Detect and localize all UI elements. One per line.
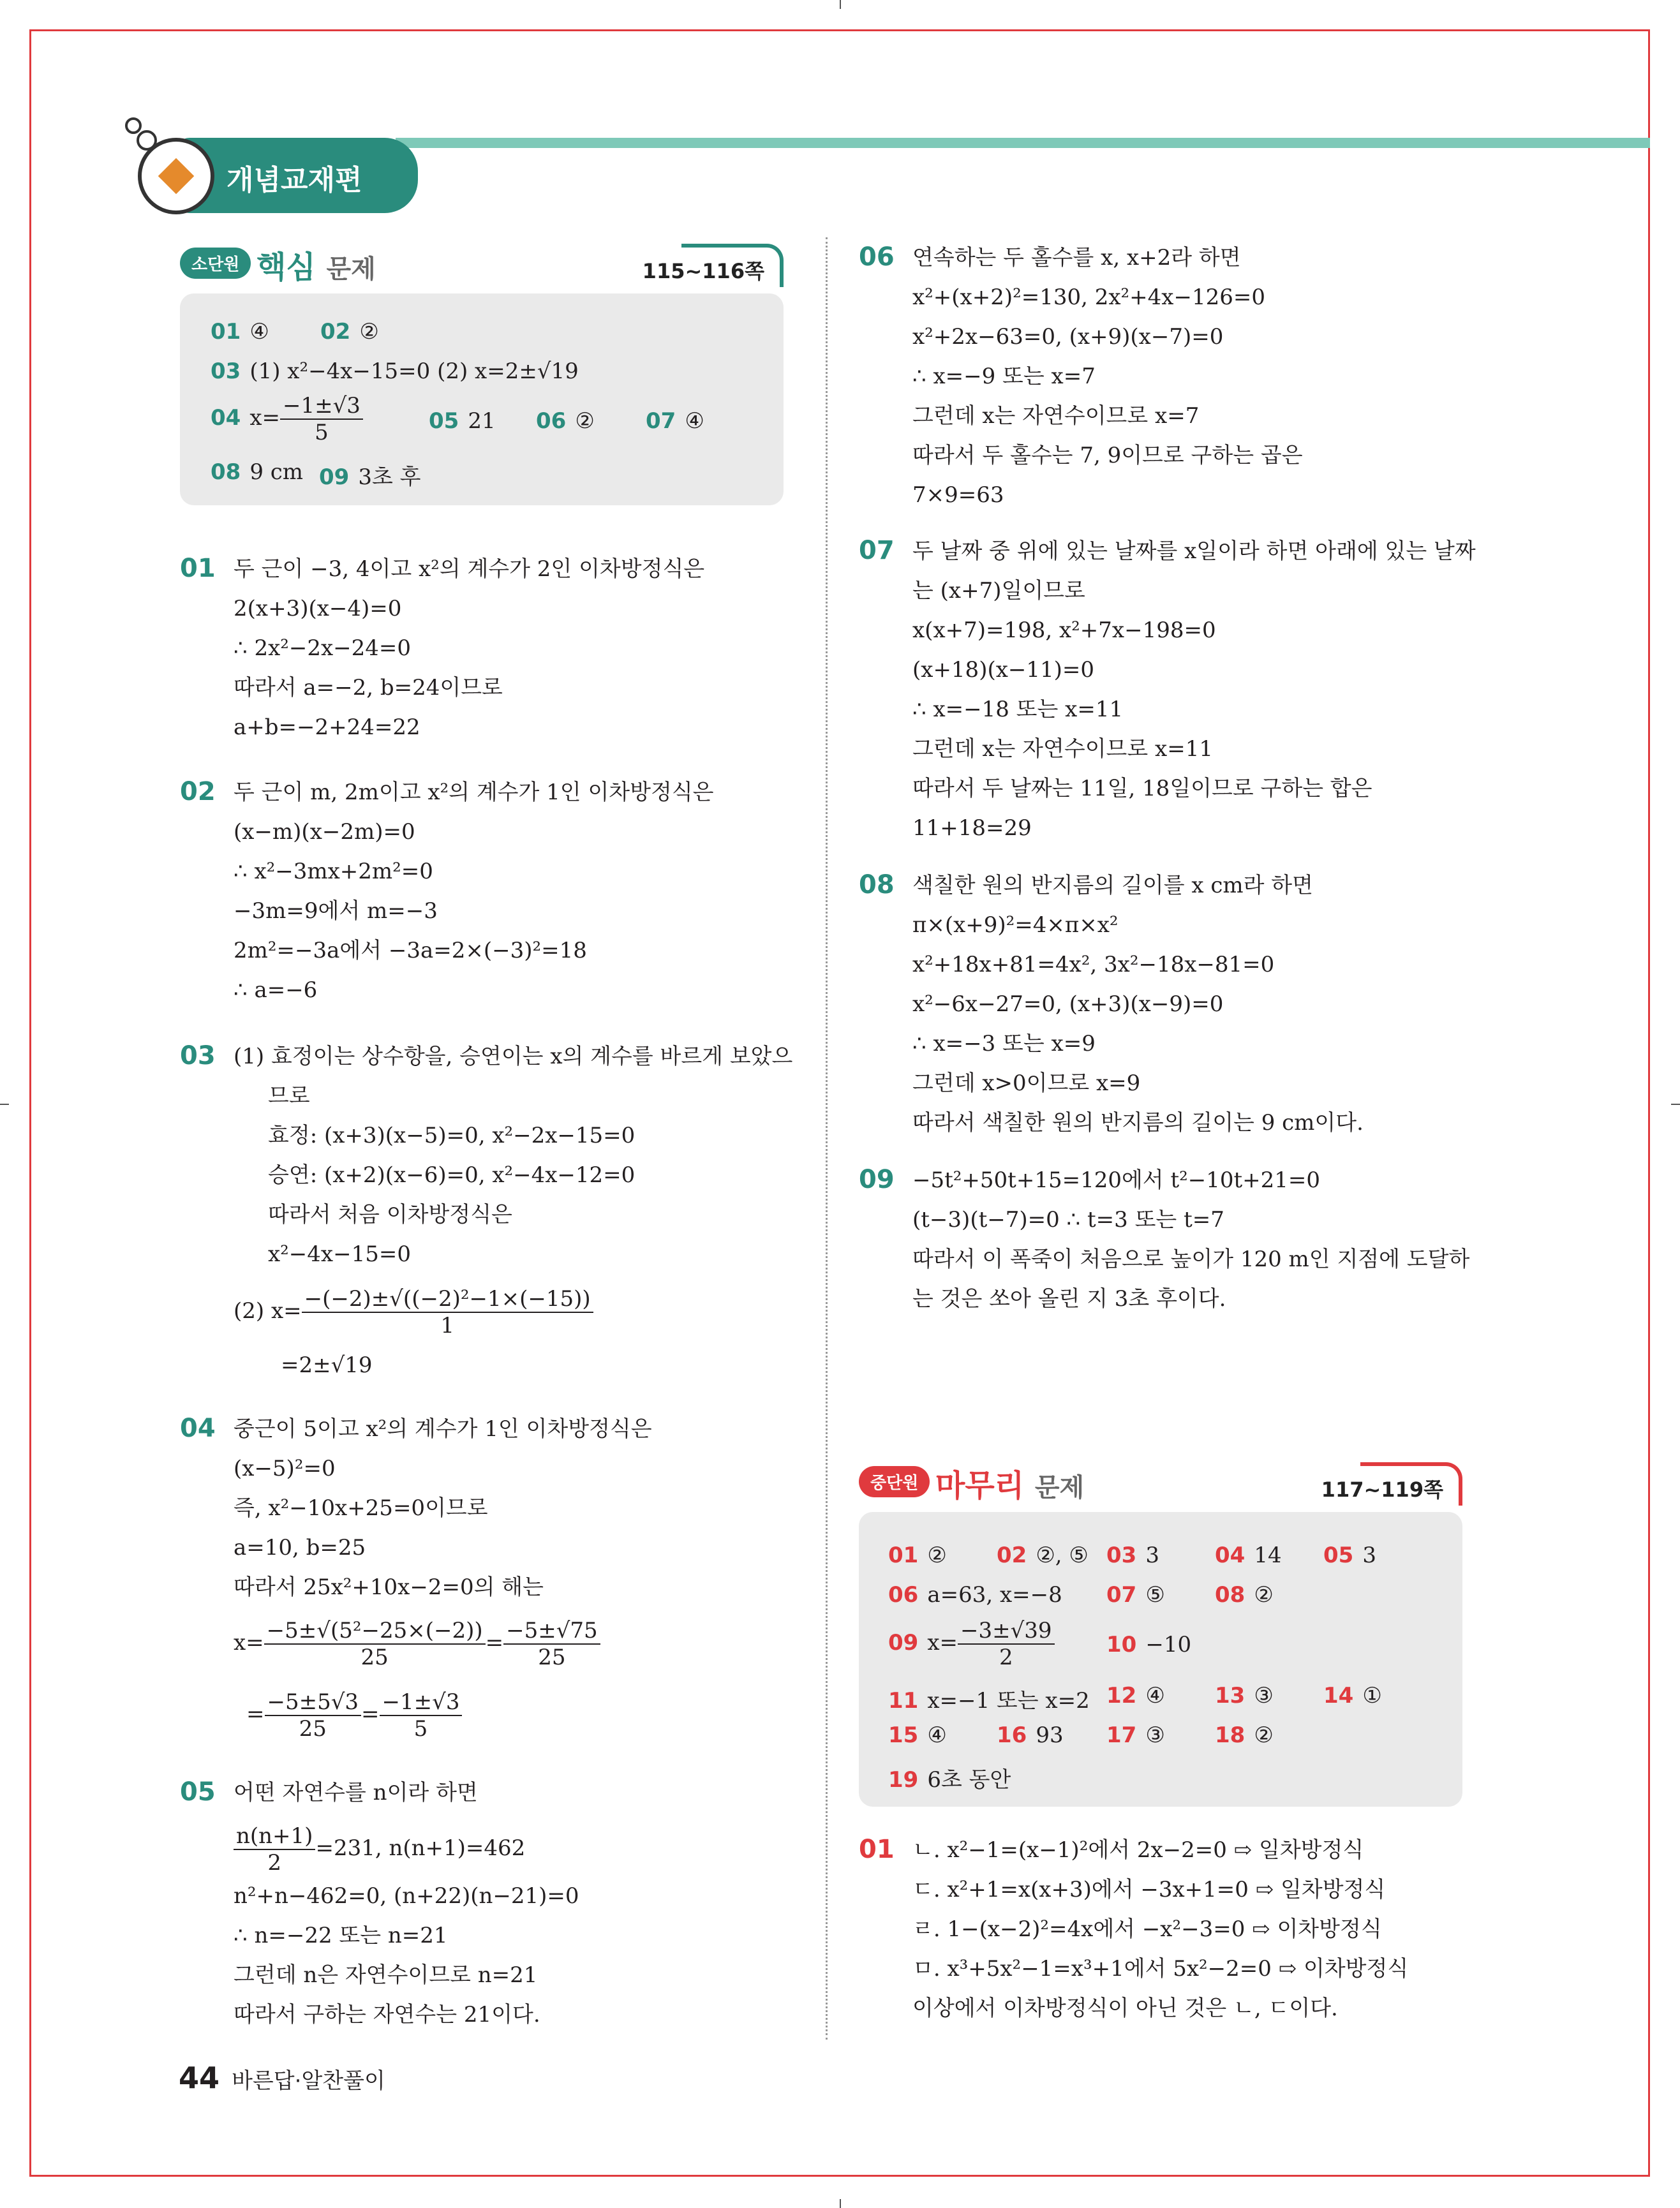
header-rule: [396, 138, 1650, 148]
solution-line: 따라서 이 폭죽이 처음으로 높이가 120 m인 지점에 도달하: [912, 1247, 1470, 1272]
fraction-num: n(n+1): [234, 1823, 315, 1850]
review-answer: [888, 1582, 1062, 1608]
answer-number: 15: [888, 1723, 919, 1748]
fraction-den: 5: [315, 420, 329, 445]
problem-number: 05: [180, 1777, 216, 1807]
answer-fraction: [280, 393, 363, 445]
review-badge: 중단원: [859, 1466, 930, 1497]
answer-value: ③: [1254, 1683, 1274, 1708]
fraction-den: 25: [299, 1716, 327, 1742]
solution-text: =: [485, 1630, 504, 1656]
answer-number: 05: [1323, 1543, 1354, 1568]
answer-value: 3: [1145, 1543, 1159, 1568]
solution-text: =: [361, 1701, 380, 1727]
fraction-num: −3±√39: [958, 1618, 1055, 1645]
solution-line: ∴ 2x²−2x−24=0: [234, 635, 412, 661]
review-section-head: [859, 1461, 1462, 1506]
problem-number: 03: [180, 1041, 216, 1071]
answer-value: ②: [927, 1543, 947, 1568]
solution-line: 중근이 5이고 x²의 계수가 1인 이차방정식은: [234, 1416, 652, 1442]
solution-line: x²−6x−27=0, (x+3)(x−9)=0: [912, 991, 1224, 1017]
answer-number: 02: [320, 319, 351, 345]
answer-value: 3: [1362, 1543, 1376, 1568]
answer-number: 19: [888, 1767, 919, 1793]
answer-value: x=: [249, 405, 280, 431]
crop-mark: [840, 0, 841, 9]
solution-fraction: [380, 1689, 463, 1742]
review-answer: [1106, 1723, 1165, 1748]
solution-line: x²−4x−15=0: [268, 1241, 411, 1267]
solution-line: [234, 1823, 525, 1876]
answer-value: x=−1 또는 x=2: [927, 1688, 1090, 1714]
solution-line: (x−5)²=0: [234, 1456, 336, 1481]
answer-number: 14: [1323, 1683, 1354, 1708]
solution-line: 그런데 x>0이므로 x=9: [912, 1071, 1141, 1096]
review-answer: [1215, 1723, 1274, 1748]
solution-line: ∴ a=−6: [234, 977, 318, 1003]
solution-line: ∴ x²−3mx+2m²=0: [234, 859, 433, 884]
solution-line: ∴ n=−22 또는 n=21: [234, 1923, 448, 1948]
solution-line: a=10, b=25: [234, 1535, 366, 1560]
solution-line: a+b=−2+24=22: [234, 715, 420, 740]
answer-number: 10: [1106, 1632, 1137, 1657]
solution-line: (x−m)(x−2m)=0: [234, 819, 415, 845]
answer-value: ②: [1254, 1582, 1274, 1608]
solution-line: 따라서 두 날짜는 11일, 18일이므로 구하는 합은: [912, 776, 1372, 801]
core-answer: [646, 408, 704, 434]
solution-fraction: [264, 1618, 486, 1670]
solution-line: 즉, x²−10x+25=0이므로: [234, 1495, 488, 1521]
answer-number: 01: [211, 319, 241, 345]
answer-number: 04: [211, 405, 241, 431]
solution-line: 따라서 25x²+10x−2=0의 해는: [234, 1574, 544, 1600]
answer-number: 18: [1215, 1723, 1245, 1748]
core-title-main: 핵심: [256, 249, 316, 285]
fraction-den: 25: [361, 1645, 389, 1670]
page-number: 44: [179, 2061, 220, 2095]
solution-line: 그런데 x는 자연수이므로 x=7: [912, 403, 1200, 429]
solution-line: x(x+7)=198, x²+7x−198=0: [912, 618, 1216, 643]
solution-line: 는 (x+7)일이므로: [912, 578, 1085, 604]
solution-line: 승연: (x+2)(x−6)=0, x²−4x−12=0: [268, 1162, 636, 1188]
answer-value: ⑤: [1145, 1582, 1165, 1608]
answer-value: ①: [1362, 1683, 1382, 1708]
review-answer: [1106, 1582, 1165, 1608]
solution-line: π×(x+9)²=4×π×x²: [912, 912, 1119, 938]
answer-value: ③: [1145, 1723, 1165, 1748]
fraction-den: 1: [440, 1313, 454, 1338]
review-answer: [888, 1723, 947, 1748]
solution-text: (2) x=: [234, 1298, 302, 1324]
solution-fraction: [265, 1689, 362, 1742]
answer-value: a=63, x=−8: [927, 1582, 1062, 1608]
answer-number: 09: [319, 464, 350, 490]
answer-value: 93: [1036, 1723, 1064, 1748]
review-pages: 117~119쪽: [1321, 1478, 1443, 1502]
core-answer: [211, 393, 363, 445]
review-answer: [1215, 1582, 1274, 1608]
page-footer: [179, 2061, 385, 2095]
answer-value: −10: [1145, 1632, 1192, 1657]
answer-number: 06: [536, 408, 567, 434]
bubble-icon: [125, 117, 142, 134]
solution-line: 두 근이 m, 2m이고 x²의 계수가 1인 이차방정식은: [234, 780, 714, 805]
fraction-num: −1±√3: [380, 1689, 463, 1716]
answer-number: 07: [646, 408, 676, 434]
solution-text: =231, n(n+1)=462: [315, 1835, 526, 1861]
review-title-main: 마무리: [935, 1468, 1025, 1504]
solution-line: ㅁ. x³+5x²−1=x³+1에서 5x²−2=0 ⇨ 이차방정식: [912, 1956, 1409, 1982]
solution-fraction: [234, 1823, 315, 1876]
answer-value: ②: [1254, 1723, 1274, 1748]
crop-mark: [0, 1104, 9, 1105]
solution-line: x²+(x+2)²=130, 2x²+4x−126=0: [912, 285, 1265, 310]
answer-number: 06: [888, 1582, 919, 1608]
answer-number: 01: [888, 1543, 919, 1568]
solution-text: =: [246, 1701, 265, 1727]
core-head-rule: [681, 244, 784, 287]
answer-number: 07: [1106, 1582, 1137, 1608]
solution-line: ㄷ. x²+1=x(x+3)에서 −3x+1=0 ⇨ 일차방정식: [912, 1877, 1386, 1902]
fraction-num: −1±√3: [280, 393, 363, 420]
review-title-sub: 문제: [1034, 1473, 1085, 1502]
solution-line: 색칠한 원의 반지름의 길이를 x cm라 하면: [912, 873, 1313, 898]
review-answer: [1215, 1543, 1282, 1568]
review-answer: [1106, 1632, 1191, 1657]
review-answer: [1106, 1543, 1159, 1568]
footer-label: 바른답·알찬풀이: [232, 2068, 385, 2094]
answer-number: 05: [429, 408, 459, 434]
column-divider: [826, 237, 828, 2040]
core-answer: [211, 319, 269, 345]
fraction-den: 5: [413, 1716, 428, 1742]
answer-value: ②: [359, 319, 379, 345]
solution-line: ㄴ. x²−1=(x−1)²에서 2x−2=0 ⇨ 일차방정식: [912, 1837, 1364, 1863]
review-answer: [1215, 1683, 1274, 1708]
solution-fraction: [302, 1286, 593, 1338]
problem-number: 09: [859, 1165, 895, 1194]
answer-value: ④: [927, 1723, 947, 1748]
fraction-num: −(−2)±√((−2)²−1×(−15)): [302, 1286, 593, 1313]
solution-line: 11+18=29: [912, 815, 1032, 841]
answer-number: 16: [997, 1723, 1027, 1748]
answer-value: ④: [1145, 1683, 1165, 1708]
answer-value: ④: [249, 319, 269, 345]
crop-mark: [1671, 1104, 1680, 1105]
core-title-sub: 문제: [326, 255, 376, 284]
solution-line: 2m²=−3a에서 −3a=2×(−3)²=18: [234, 938, 587, 963]
review-answer: [888, 1683, 1090, 1714]
solution-line: 는 것은 쏘아 올린 지 3초 후이다.: [912, 1286, 1226, 1312]
solution-line: 어떤 자연수를 n이라 하면: [234, 1780, 478, 1805]
core-answer: [319, 459, 420, 491]
solution-line: [234, 1286, 593, 1338]
answer-value: ②: [575, 408, 595, 434]
solution-line: 2(x+3)(x−4)=0: [234, 596, 402, 621]
core-section-head: [180, 242, 784, 287]
fraction-num: −5±5√3: [265, 1689, 362, 1716]
solution-line: 따라서 색칠한 원의 반지름의 길이는 9 cm이다.: [912, 1110, 1364, 1136]
answer-number: 08: [1215, 1582, 1245, 1608]
solution-line: 므로: [268, 1083, 310, 1109]
answer-number: 04: [1215, 1543, 1245, 1568]
answer-value: 3초 후: [358, 464, 421, 490]
fraction-den: 2: [267, 1850, 282, 1876]
fraction-num: −5±√75: [503, 1618, 600, 1645]
answer-value: ②, ⑤: [1036, 1543, 1089, 1568]
solution-line: 따라서 a=−2, b=24이므로: [234, 675, 503, 700]
review-answer: [888, 1618, 1055, 1670]
answer-value: 21: [468, 408, 496, 434]
answer-number: 08: [211, 459, 241, 485]
core-answer: [320, 319, 379, 345]
problem-number: 06: [859, 242, 895, 272]
answer-number: 03: [211, 359, 241, 384]
core-title: [256, 242, 376, 286]
crop-mark: [840, 2199, 841, 2208]
solution-line: x²+18x+81=4x², 3x²−18x−81=0: [912, 952, 1275, 977]
core-pages: 115~116쪽: [642, 259, 764, 283]
answer-value: 14: [1254, 1543, 1282, 1568]
solution-line: −5t²+50t+15=120에서 t²−10t+21=0: [912, 1167, 1321, 1193]
header-tab-label: 개념교재편: [227, 164, 362, 196]
solution-line: n²+n−462=0, (n+22)(n−21)=0: [234, 1883, 579, 1909]
solution-line: (1) 효정이는 상수항을, 승연이는 x의 계수를 바르게 보았으: [234, 1044, 793, 1069]
problem-number: 08: [859, 870, 895, 900]
answer-number: 02: [997, 1543, 1027, 1568]
answer-fraction: [958, 1618, 1055, 1670]
core-answer: [429, 408, 496, 434]
answer-number: 09: [888, 1630, 919, 1656]
review-head-rule: [1360, 1462, 1462, 1506]
fraction-den: 25: [538, 1645, 566, 1670]
review-answer: [888, 1762, 1011, 1793]
review-answer: [888, 1543, 947, 1568]
solution-line: 두 날짜 중 위에 있는 날짜를 x일이라 하면 아래에 있는 날짜: [912, 538, 1476, 564]
answer-number: 12: [1106, 1683, 1137, 1708]
problem-number: 01: [180, 554, 216, 583]
answer-number: 11: [888, 1688, 919, 1714]
answer-value: (1) x²−4x−15=0 (2) x=2±√19: [249, 359, 579, 384]
solution-line: 따라서 처음 이차방정식은: [268, 1202, 512, 1227]
problem-number: 04: [180, 1414, 216, 1443]
solution-fraction: [503, 1618, 600, 1670]
core-answer: [211, 359, 579, 384]
core-answer: [211, 459, 303, 485]
core-badge: 소단원: [180, 248, 251, 279]
answer-value: 9 cm: [249, 459, 304, 485]
answer-number: 13: [1215, 1683, 1245, 1708]
answer-value: ④: [685, 408, 704, 434]
solution-line: [234, 1618, 600, 1670]
review-answer: [1106, 1683, 1165, 1708]
answer-value: x=: [927, 1630, 958, 1656]
solution-text: x=: [234, 1630, 264, 1656]
solution-line: ∴ x=−3 또는 x=9: [912, 1031, 1096, 1056]
core-answer: [536, 408, 595, 434]
solution-line: 효정: (x+3)(x−5)=0, x²−2x−15=0: [268, 1123, 636, 1148]
solution-line: 두 근이 −3, 4이고 x²의 계수가 2인 이차방정식은: [234, 556, 705, 582]
problem-number: 01: [859, 1835, 895, 1864]
solution-line: ∴ x=−9 또는 x=7: [912, 364, 1096, 389]
fraction-den: 2: [999, 1645, 1013, 1670]
answer-number: 17: [1106, 1723, 1137, 1748]
solution-line: −3m=9에서 m=−3: [234, 898, 438, 924]
solution-line: =2±√19: [281, 1352, 373, 1378]
solution-line: 이상에서 이차방정식이 아닌 것은 ㄴ, ㄷ이다.: [912, 1996, 1338, 2021]
review-answer: [997, 1543, 1089, 1568]
problem-number: 02: [180, 777, 216, 806]
solution-line: x²+2x−63=0, (x+9)(x−7)=0: [912, 324, 1224, 350]
solution-line: ∴ x=−18 또는 x=11: [912, 697, 1124, 722]
fraction-num: −5±√(5²−25×(−2)): [264, 1618, 486, 1645]
solution-line: 그런데 n은 자연수이므로 n=21: [234, 1962, 538, 1988]
review-answer: [997, 1723, 1064, 1748]
review-answer: [1323, 1543, 1376, 1568]
answer-value: 6초 동안: [927, 1767, 1011, 1793]
problem-number: 07: [859, 536, 895, 565]
solution-line: (x+18)(x−11)=0: [912, 657, 1095, 683]
solution-line: [246, 1689, 462, 1742]
solution-line: ㄹ. 1−(x−2)²=4x에서 −x²−3=0 ⇨ 이차방정식: [912, 1916, 1382, 1942]
solution-line: 그런데 x는 자연수이므로 x=11: [912, 736, 1213, 762]
solution-line: 따라서 구하는 자연수는 21이다.: [234, 2002, 540, 2027]
solution-line: 따라서 두 홀수는 7, 9이므로 구하는 곱은: [912, 443, 1303, 468]
solution-line: 7×9=63: [912, 482, 1004, 508]
review-title: [935, 1461, 1084, 1505]
solution-line: (t−3)(t−7)=0 ∴ t=3 또는 t=7: [912, 1207, 1224, 1233]
review-answer: [1323, 1683, 1382, 1708]
solution-line: 연속하는 두 홀수를 x, x+2라 하면: [912, 245, 1241, 270]
answer-number: 03: [1106, 1543, 1137, 1568]
